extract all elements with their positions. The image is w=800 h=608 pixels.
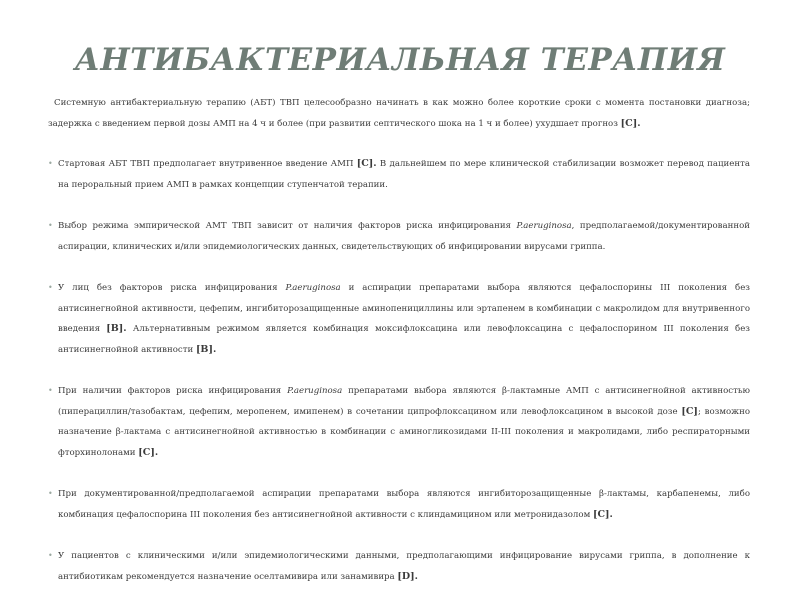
evidence-grade: [D]. — [397, 570, 418, 582]
bullet-icon: • — [48, 551, 53, 560]
bullet-text: Стартовая АБТ ТВП предполагает внутривенное введение АМП — [58, 159, 357, 169]
bullet-text: Альтернативным режимом является комбинация моксифлоксацина или левофлоксацина с цефалоспорином III поколения без антисинегнойной активности — [58, 324, 750, 355]
evidence-grade: [C] — [681, 405, 698, 417]
slide-title: АНТИБАКТЕРИАЛЬНАЯ ТЕРАПИЯ — [74, 42, 726, 78]
bullet-text: При наличии факторов риска инфицирования — [58, 386, 288, 396]
bullet-text: В дальнейшем по мере клинической стабилизации возможет перевод пациента на пероральный прием АМП в рамках концепции ступенчатой терапии. — [58, 159, 750, 190]
evidence-grade: [B]. — [106, 323, 127, 334]
bullet-text: У лиц без факторов риска инфицирования — [58, 283, 286, 293]
bullet-text: , предполагаемой/документированной аспирации, клинических и/или эпидемиологических данных, свидетельствующих об инфицировании вирусами гриппа. — [58, 221, 750, 252]
bullet-text: и аспирации препаратами выбора являются цефалоспорины III поколения без антисинегнойной активности, цефепим, ингибиторозащищенные аминопенициллины или эртапенем в комбинации с макролидом для внутривенного введения — [58, 283, 750, 334]
bullet-item-regimen-choice — [48, 216, 750, 257]
bullet-list — [48, 154, 750, 587]
evidence-grade: [C]. — [593, 508, 613, 520]
bullet-item-no-risk-factors — [48, 278, 750, 360]
bullet-item-aspiration — [48, 484, 750, 525]
pathogen-name: P.aeruginosa — [516, 221, 572, 231]
bullet-icon: • — [48, 221, 53, 230]
bullet-text: ; возможно назначение β-лактама с антисинегнойной активностью в комбинации с аминогликозидами II-III поколения и макролидами, либо респираторными фторхинолонами — [58, 406, 750, 458]
bullet-item-risk-factors — [48, 381, 750, 463]
bullet-item-start-therapy — [48, 154, 750, 195]
bullet-icon: • — [48, 489, 53, 498]
bullet-item-influenza — [48, 546, 750, 587]
evidence-grade: [B]. — [195, 343, 217, 355]
bullet-text: При документированной/предполагаемой аспирации препаратами выбора являются ингибиторозащищенные β-лактамы, карбапенемы, либо комбинация цефалоспорина III поколения без антисинегнойной активности с клиндамицином или метронидазолом — [58, 489, 750, 520]
intro-text: Системную антибактериальную терапию (АБТ) ТВП целесообразно начинать в как можно более короткие сроки с момента постановки диагноза; задержка с введением первой дозы АМП на 4 ч и более (при развитии септического шока на 1 ч и более) ухудшает прогноз — [48, 98, 750, 129]
evidence-grade: [C]. — [356, 158, 377, 169]
pathogen-name: P.aeruginosa — [285, 283, 341, 293]
bullet-text: препаратами выбора являются β-лактамные АМП с антисинегнойной активностью (пиперациллин/тазобактам, цефепим, меропенем, имипенем) в сочетании ципрофлоксацином или левофлоксацином в высокой дозе — [58, 386, 751, 417]
bullet-text: У пациентов с клиническими и/или эпидемиологическими данными, предполагающими инфицирование вирусами гриппа, в дополнение к антибиотикам рекомендуется назначение оселтамивира или занамивира — [58, 551, 750, 582]
evidence-grade: [C]. — [138, 446, 159, 458]
evidence-grade: [C]. — [620, 117, 641, 129]
slide-content — [48, 93, 750, 608]
intro-paragraph — [48, 93, 750, 134]
bullet-text: Выбор режима эмпирической АМТ ТВП зависит от наличия факторов риска инфицирования — [58, 221, 517, 231]
bullet-icon: • — [48, 283, 53, 292]
bullet-icon: • — [48, 159, 53, 168]
pathogen-name: P.aeruginosa — [287, 386, 343, 396]
bullet-icon: • — [48, 386, 53, 395]
